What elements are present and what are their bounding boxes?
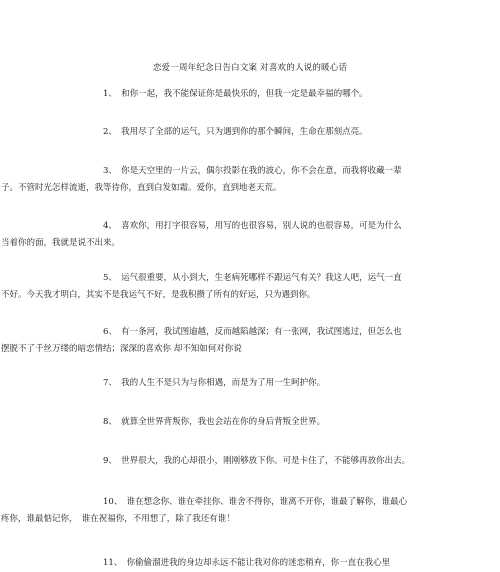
paragraph-line: 8、 就算全世界背叛你，我也会站在你的身后背叛全世界。 [103,417,326,427]
paragraph-line: 10、 谁在想念你、谁在牵挂你、谁舍不得你，谁离不开你，谁最了解你，谁最心 [103,497,408,507]
paragraph-line: 3、 你是天空里的一片云，偶尔投影在我的波心，你不会在意，而我将收藏一辈 [103,166,402,176]
paragraph-line: 6、 有一条河，我试图逾越，反而越陷越深；有一张网，我试图逃过，但怎么也 [103,327,402,337]
paragraph-line: 2、 我用尽了全部的运气，只为遇到你的那个瞬间，生命在那刻点亮。 [103,127,368,137]
paragraph-line: 9、 世界很大，我的心却很小，刚刚够放下你。可是卡住了，不能够再放你出去。 [103,456,411,466]
paragraph-9 [103,453,411,470]
paragraph-line: 7、 我的人生不是只为与你相遇，而是为了用一生呵护你。 [103,378,326,388]
paragraph-2 [103,124,397,141]
paragraph-line: 11、 你偷偷溜进我的身边却永远不能让我对你的迷恋稍弃，你一直在我心里 [103,558,391,568]
document-title: 恋爱一周年纪念日告白文案 对喜欢的人说的暖心话 [152,63,348,73]
paragraph-6 [1,324,402,358]
paragraph-7 [103,375,397,392]
paragraph-line: 当着你的面，我就是说不出来。 [1,238,121,248]
paragraph-8 [103,414,397,431]
paragraph-line: 5、 运气很重要，从小到大，生老病死哪样不跟运气有关？我这人吧，运气一直 [103,273,402,283]
paragraph-1 [103,86,397,103]
paragraph-line: 4、 喜欢你，用打字很容易，用写的也很容易，别人说的也很容易，可是为什么 [103,221,402,231]
paragraph-line: 子。不管时光怎样流逝，我等待你，直到白发如霜。爱你，直到地老天荒。 [1,183,282,193]
paragraph-line: 摆脱不了千丝万缕的暗恋情结；深深的喜欢你 却不知如何对你说 [1,344,242,354]
paragraph-11 [103,555,397,572]
paragraph-5 [1,270,402,304]
paragraph-line: 1、 和你一起，我不能保证你是最快乐的，但我一定是最幸福的哪个。 [103,89,368,99]
paragraph-3 [1,163,402,197]
paragraph-10 [1,494,408,528]
paragraph-4 [1,218,402,252]
paragraph-line: 不好。今天我才明白，其实不是我运气不好，是我积攒了所有的好运，只为遇到你。 [1,290,316,300]
paragraph-line: 疼你，谁最惦记你， 谁在祝福你，不用想了，除了我还有谁！ [1,514,235,524]
